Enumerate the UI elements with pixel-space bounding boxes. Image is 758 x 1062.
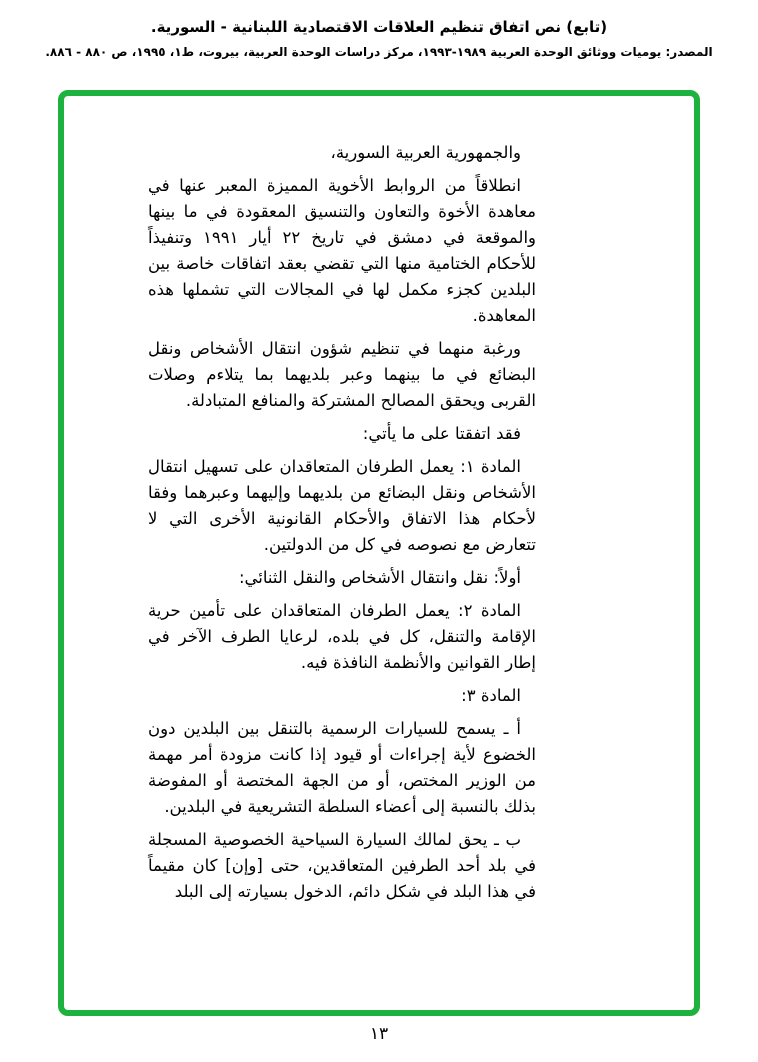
page-number: ١٣ (369, 1024, 389, 1044)
paragraph-republic-line: والجمهورية العربية السورية، (330, 143, 521, 162)
paragraph-preamble-treaty: انطلاقاً من الروابط الأخوية المميزة المعبر عنها في معاهدة الأخوة والتعاون والتنسيق المعقودة في ما بينها والموقعة في دمشق في تاريخ ٢٢ أيار ١٩٩١ وتنفيذاً للأحكام الختامية منها التي تقضي بعقد اتفاقات خاصة بين البلدين كجزء مكمل لها في المجالات التي تشملها هذه المعاهدة. (148, 176, 537, 325)
paragraph-article-3-item-b: ب ـ يحق لمالك السيارة السياحية الخصوصية المسجلة في بلد أحد الطرفين المتعاقدين، حتى [وإن] كان مقيماً في هذا البلد في شكل دائم، الدخول بسيارته إلى البلد (148, 830, 536, 901)
header-title: (تابع) نص اتفاق تنظيم العلاقات الاقتصادية اللبنانية - السورية. (150, 18, 608, 36)
paragraph-preamble-desire: ورغبة منهما في تنظيم شؤون انتقال الأشخاص ونقل البضائع في ما بينهما وعبر بلديهما بما يتلاءم وصلات القربى ويحقق المصالح المشتركة والمنافع المتبادلة. (148, 339, 536, 410)
page-header (0, 18, 758, 59)
header-source-line: المصدر: يوميات ووثائق الوحدة العربية ١٩٨٩-١٩٩٣، مركز دراسات الوحدة العربية، بيروت، ط١، ١٩٩٥، ص ٨٨٠ - ٨٨٦. (45, 45, 713, 59)
green-border-frame (58, 90, 700, 1016)
paragraph-article-3-heading: المادة ٣: (461, 686, 521, 705)
paragraph-article-3-item-a: أ ـ يسمح للسيارات الرسمية بالتنقل بين البلدين دون الخضوع لأية إجراءات أو قيود إذا كانت مزودة أمر مهمة من الوزير المختص، أو من الجهة المختصة أو المفوضة بذلك بالنسبة إلى أعضاء السلطة التشريعية في البلدين. (148, 719, 536, 816)
paragraph-agreement-intro: فقد اتفقتا على ما يأتي: (362, 424, 521, 443)
paragraph-article-1: المادة ١: يعمل الطرفان المتعاقدان على تسهيل انتقال الأشخاص ونقل البضائع من بلديهما وإليهما وعبرهما وفقا لأحكام هذا الاتفاق والأحكام القانونية الأخرى التي لا تتعارض مع نصوصه في كل من الدولتين. (148, 457, 536, 554)
paragraph-section-first: أولاً: نقل وانتقال الأشخاص والنقل الثنائي: (238, 568, 521, 587)
paragraph-article-2: المادة ٢: يعمل الطرفان المتعاقدان على تأمين حرية الإقامة والتنقل، كل في بلده، لرعايا الطرف الآخر في إطار القوانين والأنظمة النافذة فيه. (148, 601, 536, 672)
document-body (148, 140, 536, 912)
